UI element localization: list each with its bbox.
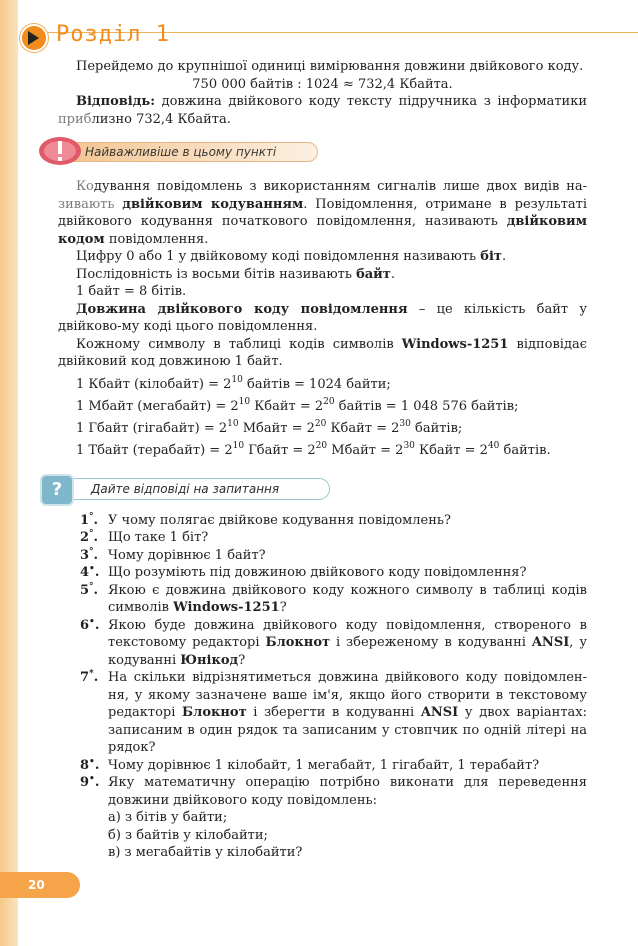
- question-item: 6•. Якою буде довжина двійкового коду повідомлення, створеного в текстовому редакторі Блокнот і збереженому в кодуванні ANSI, у кодуванні Юнікод?: [80, 616, 588, 668]
- section-title: Розділ 1: [56, 22, 170, 47]
- page-number: 20: [0, 872, 80, 898]
- key-paragraph-1: Кодування повідомлень з використанням сигналів лише двох видів на-зивають двійковим кодуванням. Повідомлення, отримане в результаті двійкового кодування початкового повідомлення, називають двійковим кодом повідомлення.: [58, 179, 587, 247]
- key-points-bar: [58, 142, 318, 162]
- question-item: 8•. Чому дорівнює 1 кілобайт, 1 мегабайт, 1 гігабайт, 1 терабайт?: [80, 756, 540, 773]
- question-mark-icon: ?: [40, 474, 74, 506]
- subitem: а) з бітів у байти;: [108, 810, 228, 825]
- question-item: 5°. Якою є довжина двійкового коду кожного символу в таблиці кодів символів Windows-1251?: [80, 581, 587, 615]
- question-item: 1°. У чому полягає двійкове кодування повідомлень?: [80, 511, 451, 528]
- unit-gigabyte: 1 Гбайт (гігабайт) = $2^{10}$ Мбайт = $2^{20}$ Кбайт = $2^{30}$ байтів;: [76, 418, 463, 436]
- answer-label: Відповідь:: [76, 94, 156, 109]
- left-margin-strip: [0, 0, 18, 946]
- key-points-title: Найважливіше в цьому пункті: [85, 145, 277, 159]
- key-points-banner: [38, 136, 587, 164]
- key-paragraph-byte-equals: 1 байт = 8 бітів.: [76, 284, 187, 299]
- unit-conversions: [76, 374, 587, 462]
- unit-terabyte: 1 Тбайт (терабайт) = $2^{10}$ Гбайт = $2^{20}$ Мбайт = $2^{30}$ Кбайт = $2^{40}$ байтів.: [76, 440, 551, 458]
- intro-paragraph: Перейдемо до крупнішої одиниці вимірювання довжини двійкового коду.: [76, 59, 584, 74]
- question-item: 3°. Чому дорівнює 1 байт?: [80, 546, 266, 563]
- page-content: [51, 58, 588, 862]
- questions-banner: [40, 476, 587, 502]
- key-paragraph-byte: Послідовність із восьми бітів називають байт.: [76, 266, 395, 282]
- questions-title: Дайте відповіді на запитання: [91, 481, 280, 496]
- key-paragraph-length: Довжина двійкового коду повідомлення – це кількість байт у двійково-му коді цього повідомлення.: [58, 301, 587, 334]
- unit-megabyte: 1 Мбайт (мегабайт) = $2^{10}$ Кбайт = $2^{20}$ байтів = 1 048 576 байтів;: [76, 396, 519, 414]
- answer-paragraph: Відповідь: довжина двійкового коду тексту підручника з інформатики приблизно 732,4 Кбайта.: [58, 94, 587, 127]
- question-item: 4•. Що розуміють під довжиною двійкового коду повідомлення?: [80, 564, 527, 580]
- questions-bar: [60, 478, 330, 500]
- key-paragraph-bit: Цифру 0 або 1 у двійковому коді повідомлення називають біт.: [76, 249, 507, 264]
- unit-kilobyte: 1 Кбайт (кілобайт) = $2^{10}$ байтів = 1024 байти;: [76, 374, 391, 392]
- question-item: 2°. Що таке 1 біт?: [80, 529, 209, 545]
- section-arrow-icon: [20, 24, 48, 52]
- question-item: 9•. Яку математичну операцію потрібно виконати для переведення довжини двійкового коду повідомлень:: [80, 774, 587, 808]
- question-item: 7*. На скільки відрізнятиметься довжина двійкового коду повідомлен-ня, у якому зазначене ваше ім'я, якщо його створити в текстовому редакторі Блокнот і зберегти в кодуванні ANSI у двох варіантах: записаним в один рядок та записаним у стовпчик по одній літері на рядок?: [80, 669, 587, 755]
- key-paragraph-windows: Кожному символу в таблиці кодів символів Windows-1251 відповідає двійковий код довжиною 1 байт.: [58, 336, 587, 369]
- subitem: б) з байтів у кілобайти;: [108, 827, 268, 843]
- exclamation-icon: [38, 136, 82, 166]
- subitem: в) з мегабайтів у кілобайти?: [108, 845, 303, 860]
- intro-formula: 750 000 байтів : 1024 ≈ 732,4 Кбайта.: [192, 76, 453, 92]
